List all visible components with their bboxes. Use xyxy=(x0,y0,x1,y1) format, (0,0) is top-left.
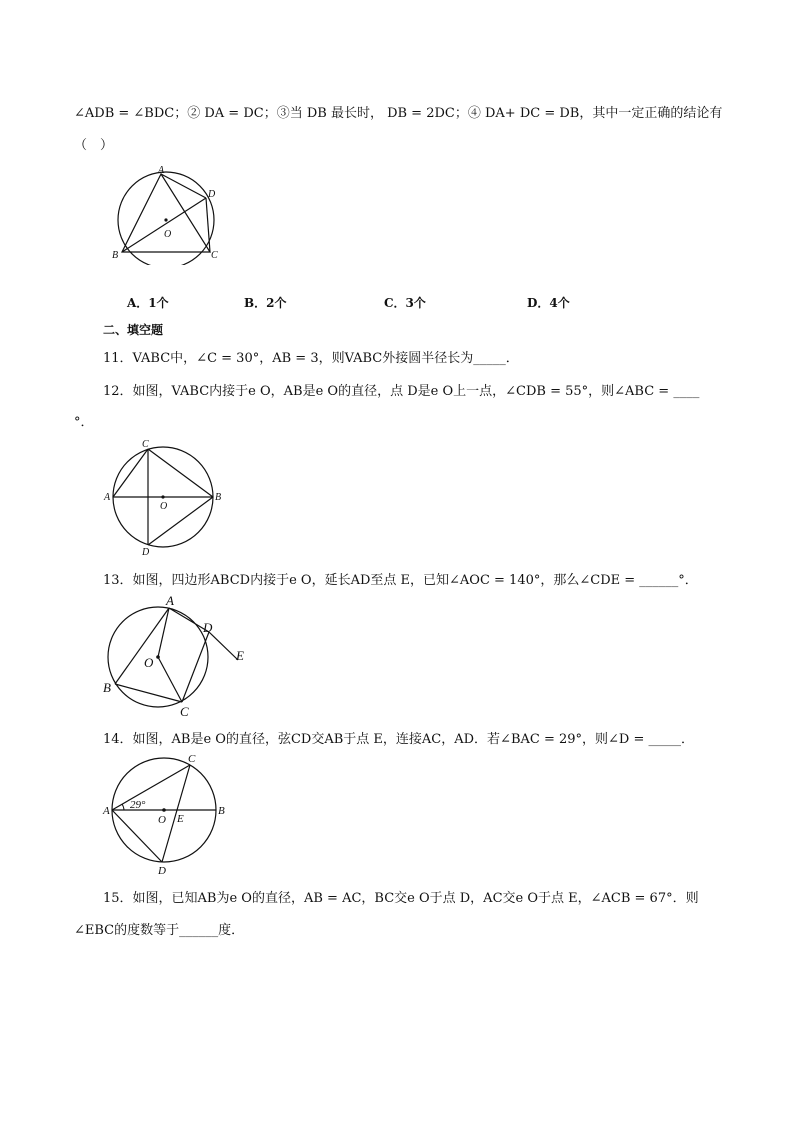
q15-text-line1: 15．如图，已知AB为e O的直径，AB = AC，BC交e O于点 D，AC交e O于点 E，∠ACB = 67°．则 xyxy=(103,891,699,906)
q12-label-D: D xyxy=(142,547,150,558)
q12-text-line2: °． xyxy=(74,415,94,430)
q14-label-A: A xyxy=(103,805,110,817)
q14-figure xyxy=(100,750,235,876)
q10-label-D: D xyxy=(208,189,216,200)
q14-label-D: D xyxy=(158,865,166,876)
q12-label-C: C xyxy=(142,439,149,450)
q10-label-B: B xyxy=(112,250,119,261)
q10-figure xyxy=(108,160,228,265)
q14-label-O: O xyxy=(158,814,166,826)
q10-label-C: C xyxy=(211,250,218,261)
q14-angle-label: 29° xyxy=(130,799,146,811)
q14-label-C: C xyxy=(188,753,196,765)
q10-option-a: A．1个 xyxy=(127,296,169,310)
q14-label-B: B xyxy=(218,805,225,817)
q10-text-line1: ∠ADB = ∠BDC；② DA = DC；③当 DB 最长时， DB = 2DC；④ DA+ DC = DB，其中一定正确的结论有 xyxy=(74,106,723,121)
q10-option-c: C．3个 xyxy=(384,296,426,310)
q13-text: 13．如图，四边形ABCD内接于e O，延长AD至点 E，已知∠AOC = 140°，那么∠CDE = ______°． xyxy=(103,573,698,588)
q13-label-B: B xyxy=(103,680,111,695)
q13-label-A: A xyxy=(166,593,174,608)
q12-text-line1: 12．如图，VABC内接于e O，AB是e O的直径，点 D是e O上一点，∠CDB = 55°，则∠ABC = ____ xyxy=(103,384,700,399)
q10-text-line2: （ ） xyxy=(74,138,114,153)
q10-label-O: O xyxy=(164,229,172,240)
q12-figure xyxy=(100,436,230,558)
q12-label-A: A xyxy=(104,492,111,503)
q10-option-d: D．4个 xyxy=(527,296,570,310)
q11-text: 11．VABC中，∠C = 30°，AB = 3，则VABC外接圆半径长为_____． xyxy=(103,351,519,366)
q13-label-C: C xyxy=(180,704,189,719)
q15-text-line2: ∠EBC的度数等于______度． xyxy=(74,923,245,938)
section-heading: 二、填空题 xyxy=(103,323,164,337)
q14-label-E: E xyxy=(177,813,184,825)
q12-label-B: B xyxy=(215,492,222,503)
q13-label-O: O xyxy=(144,655,154,670)
q12-label-O: O xyxy=(160,501,168,512)
q13-label-E: E xyxy=(236,648,244,663)
q10-option-b: B．2个 xyxy=(244,296,287,310)
q10-label-A: A xyxy=(158,165,165,176)
q13-figure xyxy=(98,592,258,722)
q13-label-D: D xyxy=(203,620,213,635)
q14-text: 14．如图，AB是e O的直径，弦CD交AB于点 E，连接AC，AD．若∠BAC = 29°，则∠D = _____． xyxy=(103,732,694,747)
